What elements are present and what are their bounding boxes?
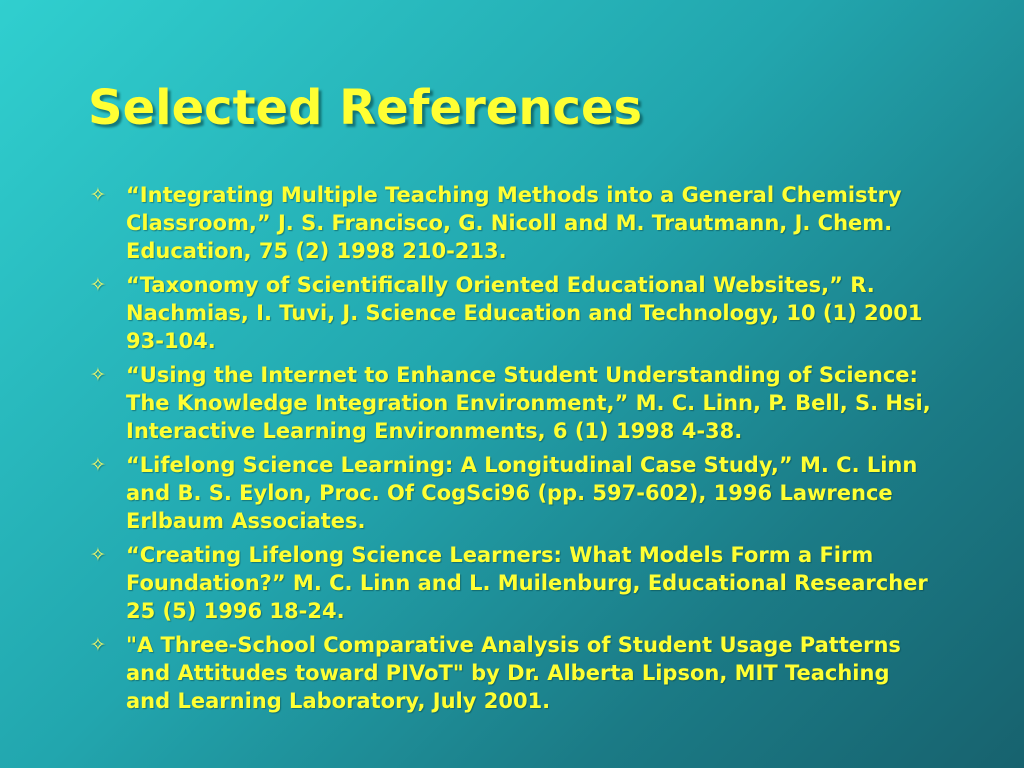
star-bullet-icon: ✧: [90, 184, 106, 206]
reference-item: [88, 271, 938, 355]
reference-list: [88, 181, 938, 721]
reference-item: [88, 181, 938, 265]
reference-text: “Lifelong Science Learning: A Longitudinal Case Study,” M. C. Linn and B. S. Eylon, Proc. Of CogSci96 (pp. 597-602), 1996 Lawrence Erlbaum Associates.: [126, 453, 918, 533]
star-bullet-icon: ✧: [90, 634, 106, 656]
star-bullet-icon: ✧: [90, 544, 106, 566]
reference-text: “Taxonomy of Scientifically Oriented Educational Websites,” R. Nachmias, I. Tuvi, J. Science Education and Technology, 10 (1) 2001 93-104.: [126, 273, 923, 353]
slide-title: Selected References: [88, 80, 643, 136]
star-bullet-icon: ✧: [90, 274, 106, 296]
star-bullet-icon: ✧: [90, 364, 106, 386]
reference-item: [88, 451, 938, 535]
star-bullet-icon: ✧: [90, 454, 106, 476]
reference-text: "A Three-School Comparative Analysis of Student Usage Patterns and Attitudes toward PIVoT" by Dr. Alberta Lipson, MIT Teaching and Learning Laboratory, July 2001.: [126, 633, 901, 713]
reference-item: [88, 631, 938, 715]
reference-item: [88, 541, 938, 625]
reference-text: “Creating Lifelong Science Learners: What Models Form a Firm Foundation?” M. C. Linn and L. Muilenburg, Educational Researcher 25 (5) 1996 18-24.: [126, 543, 928, 623]
reference-text: “Using the Internet to Enhance Student Understanding of Science: The Knowledge Integration Environment,” M. C. Linn, P. Bell, S. Hsi, Interactive Learning Environments, 6 (1) 1998 4-38.: [126, 363, 931, 443]
reference-text: “Integrating Multiple Teaching Methods into a General Chemistry Classroom,” J. S. Francisco, G. Nicoll and M. Trautmann, J. Chem. Education, 75 (2) 1998 210-213.: [126, 183, 902, 263]
reference-item: [88, 361, 938, 445]
